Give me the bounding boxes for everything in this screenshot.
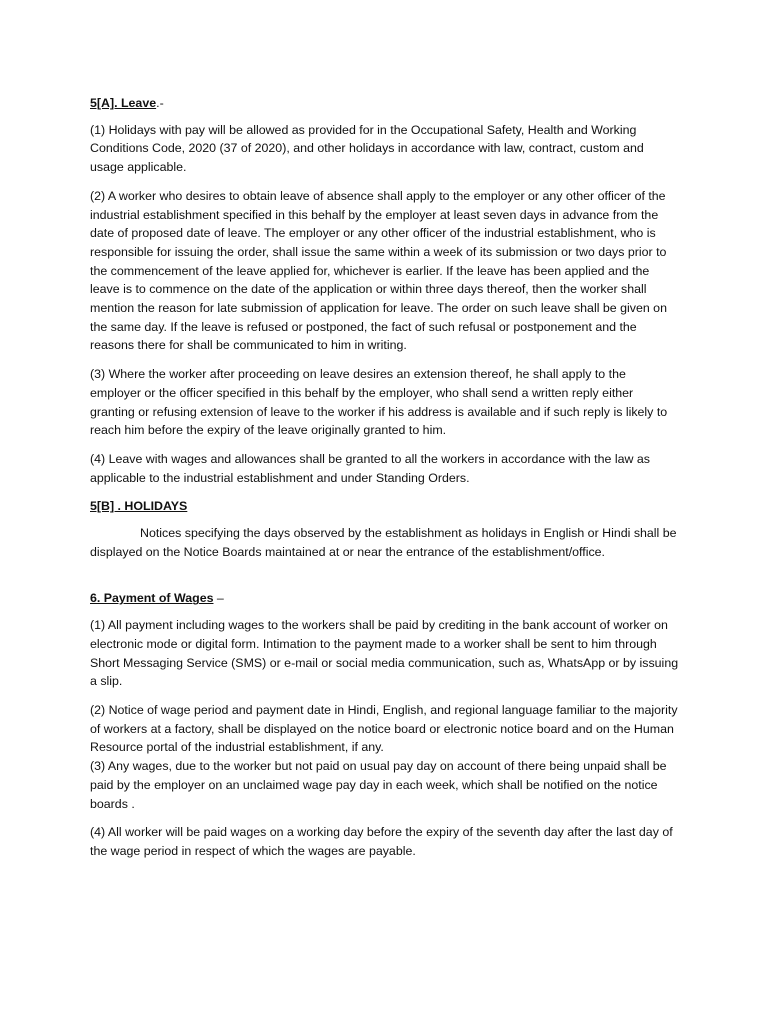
section-5b-paragraph: Notices specifying the days observed by the establishment as holidays in English or Hindi shall be displayed on the Notice Boards maintained at or near the entrance of the establishment/office. [90, 526, 677, 559]
section-spacer [90, 571, 680, 589]
section-5b-heading-text: 5[B] . HOLIDAYS [90, 499, 188, 514]
section-6-heading [90, 589, 680, 608]
section-6-heading-suffix: – [213, 591, 224, 606]
section-5a-heading [90, 94, 680, 113]
section-6-paragraph-3: (3) Any wages, due to the worker but not paid on usual pay day on account of there being unpaid shall be paid by the employer on an unclaimed wage pay day in each week, which shall be notified on the notice boards . [90, 759, 667, 811]
section-5a-paragraph-2: (2) A worker who desires to obtain leave of absence shall apply to the employer or any other officer of the industrial establishment specified in this behalf by the employer at least seven days in advance from the date of proposed date of leave. The employer or any other officer of the industrial establishment, who is responsible for issuing the order, shall issue the same within a week of its submission or two days prior to the commencement of the leave applied for, whichever is earlier. If the leave has been applied and the leave is to commence on the date of the application or within three days thereof, then the worker shall mention the reason for late submission of application for leave. The order on such leave shall be given on the same day. If the leave is refused or postponed, the fact of such refusal or postponement and the reasons there for shall be communicated to him in writing. [90, 188, 667, 353]
section-5a-heading-suffix: .- [156, 96, 164, 110]
section-6-paragraph-4: (4) All worker will be paid wages on a working day before the expiry of the seventh day after the last day of the wage period in respect of which the wages are payable. [90, 825, 673, 858]
section-5a-heading-text: 5[A]. Leave [90, 96, 157, 110]
section-5a-paragraph-1: (1) Holidays with pay will be allowed as provided for in the Occupational Safety, Health and Working Conditions Code, 2020 (37 of 2020), and other holidays in accordance with law, contract, custom and usage applicable. [90, 122, 644, 175]
section-5b-heading [90, 497, 680, 516]
section-6-paragraph-2: (2) Notice of wage period and payment date in Hindi, English, and regional language familiar to the majority of workers at a factory, shall be displayed on the notice board or electronic notice board and on the Human Resource portal of the industrial establishment, if any. [90, 702, 678, 755]
section-6-paragraph-1: (1) All payment including wages to the workers shall be paid by crediting in the bank account of worker on electronic mode or digital form. Intimation to the payment made to a worker shall be sent to him through Short Messaging Service (SMS) or e-mail or social media communication, such as, WhatsApp or by issuing a slip. [90, 618, 679, 689]
document-page [90, 94, 680, 871]
section-5a-paragraph-3: (3) Where the worker after proceeding on leave desires an extension thereof, he shall apply to the employer or the officer specified in this behalf by the employer, who shall send a written reply either granting or refusing extension of leave to the worker if his address is available and if such reply is likely to reach him before the expiry of the leave originally granted to him. [90, 367, 668, 438]
section-5a-paragraph-4: (4) Leave with wages and allowances shall be granted to all the workers in accordance with the law as applicable to the industrial establishment and under Standing Orders. [90, 451, 650, 485]
section-6-heading-text: 6. Payment of Wages [90, 591, 214, 606]
